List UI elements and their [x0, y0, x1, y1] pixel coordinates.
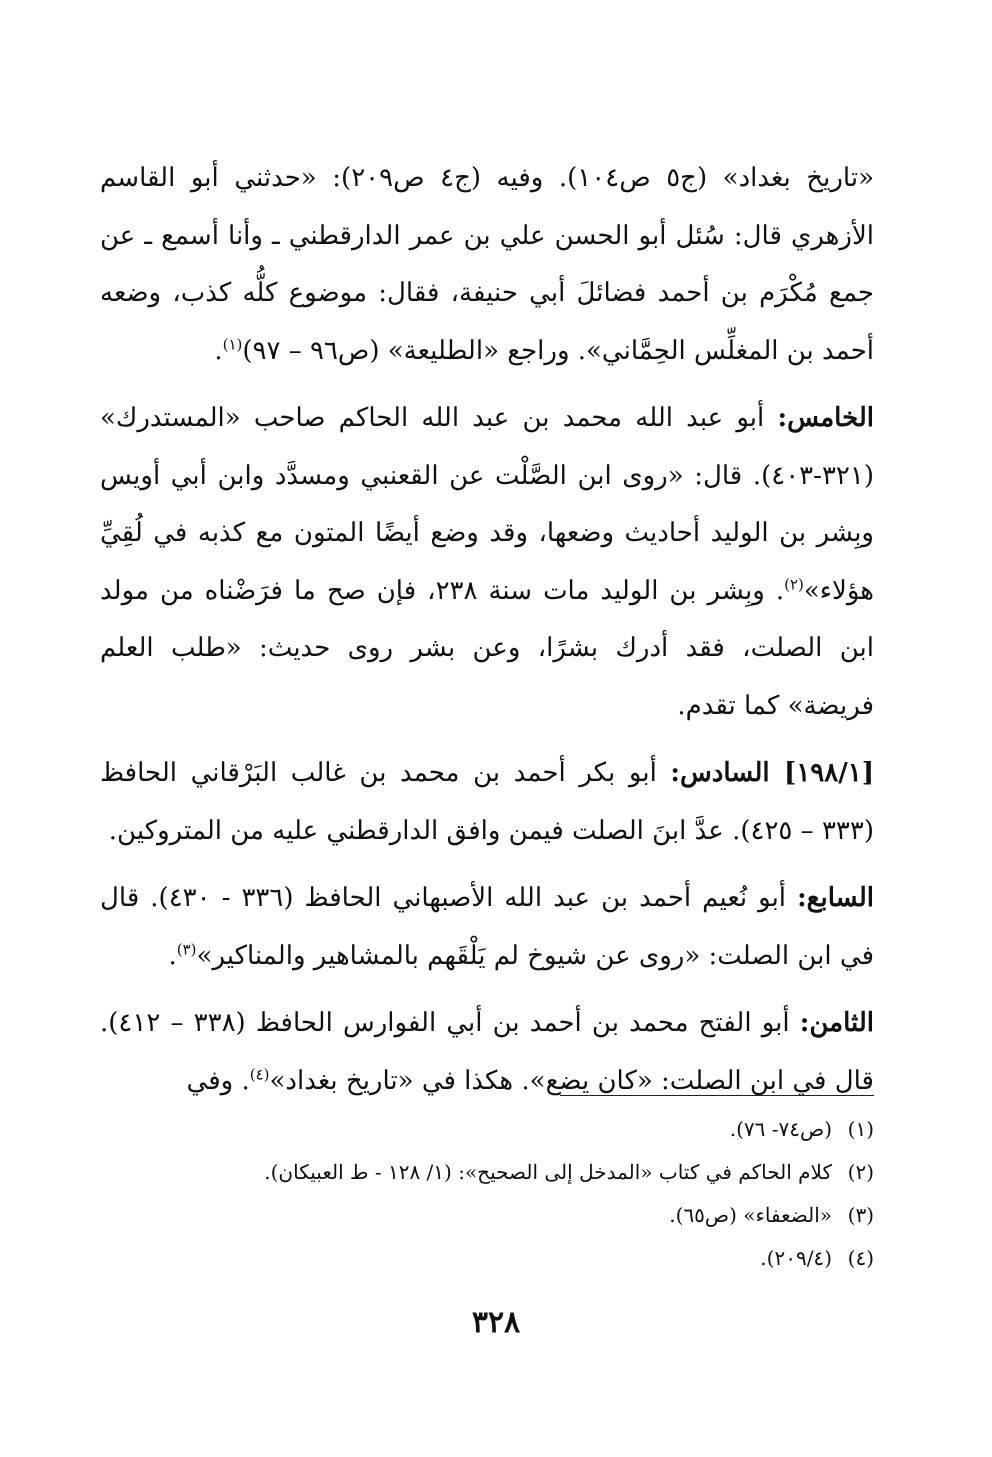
footnote-number: (١) [847, 1117, 874, 1141]
paragraph-lead: [١٩٨/١] السادس: [670, 758, 874, 788]
paragraph-text: أبو الفتح محمد بن أحمد بن أبي الفوارس الحافظ (٣٣٨ – ٤١٢). قال في ابن الصلت: «كان يضع». هكذا في «تاريخ بغداد» [100, 1008, 874, 1096]
footnote-ref[interactable]: (٤) [249, 1064, 270, 1083]
footnote-number: (٣) [847, 1203, 874, 1227]
footnote-ref[interactable]: (٢) [784, 574, 804, 593]
footnote [100, 1108, 874, 1151]
paragraph-lead: الخامس: [777, 403, 874, 433]
paragraph [100, 150, 874, 380]
footnote-ref[interactable]: (١) [222, 334, 243, 353]
paragraph-text: «تاريخ بغداد» (ج٥ ص١٠٤). وفيه (ج٤ ص٢٠٩): «حدثني أبو القاسم الأزهري قال: سُئل أبو الحسن علي بن عمر الدارقطني ـ وأنا أسمع ـ عن جمع مُكْرَم بن أحمد فضائلَ أبي حنيفة، فقال: موضوع كلُّه كذب، وضعه أحمد بن المغلِّس الحِمَّاني». وراجع «الطليعة» (ص٩٦ – ٩٧) [100, 163, 875, 366]
paragraph [100, 745, 874, 860]
page-number: ٣٢٨ [471, 1305, 521, 1340]
paragraph-text: أبو نُعيم أحمد بن عبد الله الأصبهاني الحافظ (٣٣٦ - ٤٣٠). قال في ابن الصلت: «روى عن شيوخ لم يَلْقَهم بالمشاهير والمناكير» [100, 883, 874, 971]
footnotes [100, 1108, 874, 1280]
paragraph-tail: . [168, 940, 177, 971]
footnote-text: (٢٠٩/٤). [760, 1246, 832, 1270]
paragraph [100, 995, 874, 1110]
footnote [100, 1237, 874, 1280]
paragraph-lead: الثامن: [799, 1008, 875, 1038]
footnote-number: (٢) [847, 1160, 874, 1184]
paragraph-tail: . وفي [186, 1065, 250, 1096]
footnote-text: (ص٧٤- ٧٦). [729, 1117, 832, 1141]
footnote-text: «الضعفاء» (ص٦٥). [669, 1203, 832, 1227]
main-text [100, 150, 874, 1110]
footnote-ref[interactable]: (٣) [176, 939, 197, 958]
footnote-number: (٤) [847, 1246, 874, 1270]
paragraph-text: أبو بكر أحمد بن محمد بن غالب البَرْقاني الحافظ (٣٣٣ – ٤٢٥). عدَّ ابنَ الصلت فيمن وافق الدارقطني عليه من المتروكين. [100, 758, 874, 846]
footnote-text: كلام الحاكم في كتاب «المدخل إلى الصحيح»: (١/ ١٢٨ - ط العبيكان). [264, 1160, 832, 1184]
footnote [100, 1194, 874, 1237]
paragraph-lead: السابع: [797, 883, 874, 913]
footnote [100, 1151, 874, 1194]
paragraph [100, 390, 874, 735]
paragraph-tail: . [214, 335, 223, 366]
paragraph-text: أبو عبد الله محمد بن عبد الله الحاكم صاحب «المستدرك» (٣٢١-٤٠٣). قال: «روى ابن الصَّلْت عن القعنبي ومسدَّد وابن أبي أويس وبِشر بن الوليد أحاديث وضعها، وقد وضع أيضًا المتون مع كذبه في لُقِيِّ هؤلاء» [100, 403, 874, 606]
paragraph [100, 870, 874, 985]
footnote-divider [560, 1095, 874, 1096]
paragraph-tail: . وبِشر بن الوليد مات سنة ٢٣٨، فإن صح ما فرَضْناه من مولد ابن الصلت، فقد أدرك بشرًا، وعن بشر روى حديث: «طلب العلم فريضة» كما تقدم. [100, 575, 874, 721]
